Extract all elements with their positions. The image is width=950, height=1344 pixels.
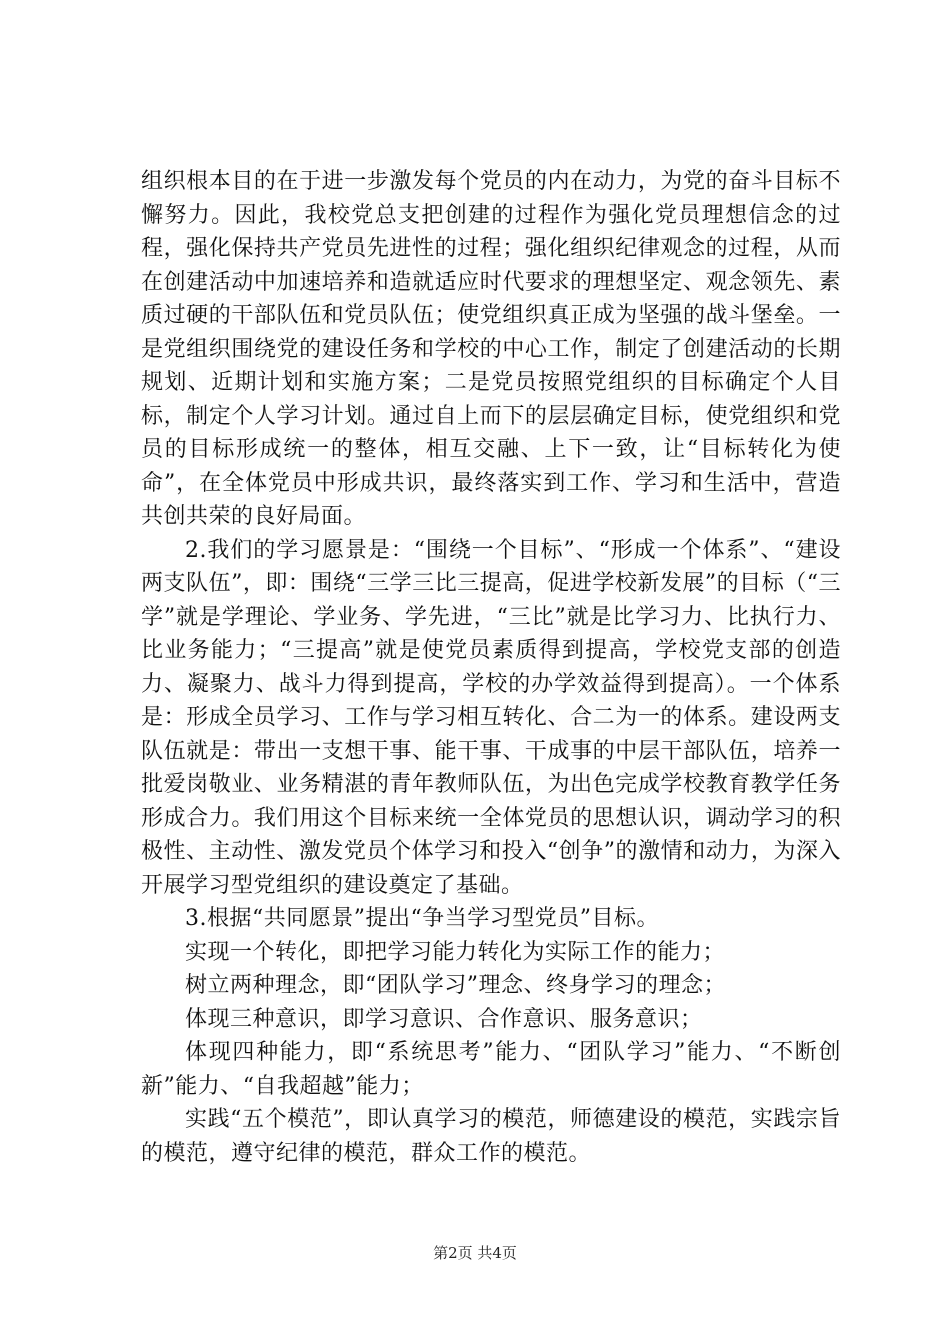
paragraph-7: 体现四种能力，即“系统思考”能力、“团队学习”能力、“不断创新”能力、“自我超越”能力； [141,1040,841,1099]
paragraph-5: 树立两种理念，即“团队学习”理念、终身学习的理念； [185,973,726,998]
paragraph-6: 体现三种意识，即学习意识、合作意识、服务意识； [185,1006,703,1032]
paragraph-2: 2.我们的学习愿景是：“围绕一个目标”、“形成一个体系”、“建设两支队伍”，即：围绕“三学三比三提高，促进学校新发展”的目标（“三学”就是学理论、学业务、学先进，“三比”就是比学习力、比执行力、比业务能力；“三提高”就是使党员素质得到提高，学校党支部的创造力、凝聚力、战斗力得到提高，学校的办学效益得到提高）。一个体系是：形成全员学习、工作与学习相互转化、合二为一的体系。建设两支队伍就是：带出一支想干事、能干事、干成事的中层干部队伍，培养一批爱岗敬业、业务精湛的青年教师队伍，为出色完成学校教育教学任务形成合力。我们用这个目标来统一全体党员的思想认识，调动学习的积极性、主动性、激发党员个体学习和投入“创争”的激情和动力，为深入开展学习型党组织的建设奠定了基础。 [141,537,841,898]
paragraph-3: 3.根据“共同愿景”提出“争当学习型党员”目标。 [185,906,659,931]
paragraph-4: 实现一个转化，即把学习能力转化为实际工作的能力； [185,939,726,965]
paragraph-8: 实践“五个模范”，即认真学习的模范，师德建设的模范，实践宗旨的模范，遵守纪律的模范，群众工作的模范。 [141,1107,841,1166]
document-body [141,165,841,1170]
page-footer: 第2页 共4页 [433,1244,517,1262]
paragraph-1: 组织根本目的在于进一步激发每个党员的内在动力，为党的奋斗目标不懈努力。因此，我校党总支把创建的过程作为强化党员理想信念的过程，强化保持共产党员先进性的过程；强化组织纪律观念的过程，从而在创建活动中加速培养和造就适应时代要求的理想坚定、观念领先、素质过硬的干部队伍和党员队伍；使党组织真正成为坚强的战斗堡垒。一是党组织围绕党的建设任务和学校的中心工作，制定了创建活动的长期规划、近期计划和实施方案；二是党员按照党组织的目标确定个人目标，制定个人学习计划。通过自上而下的层层确定目标，使党组织和党员的目标形成统一的整体，相互交融、上下一致，让“目标转化为使命”，在全体党员中形成共识，最终落实到工作、学习和生活中，营造共创共荣的良好局面。 [141,169,841,529]
